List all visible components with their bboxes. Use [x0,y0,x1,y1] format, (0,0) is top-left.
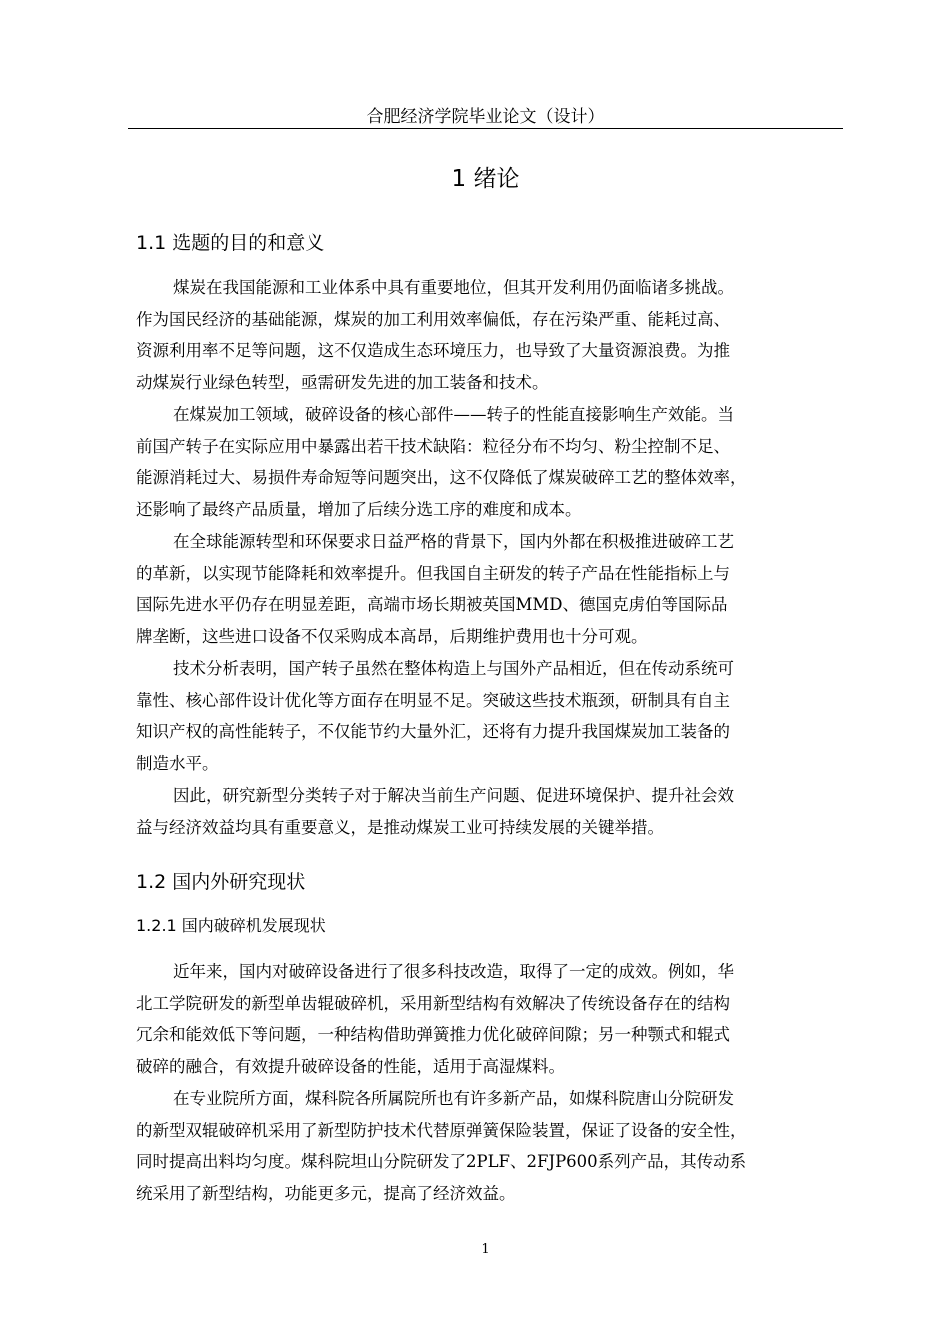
paragraph [136,272,836,399]
text-line: 北工学院研发的新型单齿辊破碎机，采用新型结构有效解决了传统设备存在的结构 [136,993,730,1013]
paragraph [136,653,836,780]
text-line: 作为国民经济的基础能源，煤炭的加工利用效率偏低，存在污染严重、能耗过高、 [136,309,730,329]
text-line: 统采用了新型结构，功能更多元，提高了经济效益。 [136,1184,516,1204]
page-number: 1 [481,1242,490,1257]
text-line: 因此，研究新型分类转子对于解决当前生产问题、促进环境保护、提升社会效 [173,786,734,805]
text-line: 冗余和能效低下等问题，一种结构借助弹簧推力优化破碎间隙；另一种颚式和辊式 [136,1025,730,1045]
running-header: 合肥经济学院毕业论文（设计） [366,107,605,127]
text-line: 动煤炭行业绿色转型，亟需研发先进的加工装备和技术。 [136,373,549,393]
paragraph [136,1083,836,1210]
subsection-heading-1-2-1: 1.2.1 国内破碎机发展现状 [136,916,326,935]
text-line: 资源利用率不足等问题，这不仅造成生态环境压力，也导致了大量资源浪费。为推 [136,341,730,361]
text-line: 益与经济效益均具有重要意义，是推动煤炭工业可持续发展的关键举措。 [136,817,664,837]
text-line: 的新型双辊破碎机采用了新型防护技术代替原弹簧保险装置，保证了设备的安全性， [136,1120,747,1140]
text-line: 技术分析表明，国产转子虽然在整体构造上与国外产品相近，但在传动系统可 [173,659,734,678]
paragraph [136,526,836,653]
section-heading-1-1: 1.1 选题的目的和意义 [136,232,325,254]
text-line: 在全球能源转型和环保要求日益严格的背景下，国内外都在积极推进破碎工艺 [173,532,734,551]
text-line: 牌垄断，这些进口设备不仅采购成本高昂，后期维护费用也十分可观。 [136,627,648,647]
chapter-title: 1 绪论 [451,166,520,192]
text-line: 靠性、核心部件设计优化等方面存在明显不足。突破这些技术瓶颈，研制具有自主 [136,690,730,710]
text-line: 国际先进水平仍存在明显差距，高端市场长期被英国MMD、德国克虏伯等国际品 [136,595,728,615]
text-line: 破碎的融合，有效提升破碎设备的性能，适用于高湿煤料。 [136,1057,565,1077]
text-line: 在煤炭加工领域，破碎设备的核心部件——转子的性能直接影响生产效能。当 [173,405,734,424]
text-line: 煤炭在我国能源和工业体系中具有重要地位，但其开发利用仍面临诸多挑战。 [173,278,734,297]
text-line: 还影响了最终产品质量，增加了后续分选工序的难度和成本。 [136,500,582,520]
text-line: 的革新，以实现节能降耗和效率提升。但我国自主研发的转子产品在性能指标上与 [136,563,730,583]
text-line: 近年来，国内对破碎设备进行了很多科技改造，取得了一定的成效。例如，华 [173,962,734,981]
paragraph [136,780,836,843]
paragraph [136,956,836,1083]
header-rule [128,128,843,129]
paragraph [136,399,836,526]
text-line: 同时提高出料均匀度。煤科院坦山分院研发了2PLF、2FJP600系列产品，其传动系 [136,1152,747,1172]
section-heading-1-2: 1.2 国内外研究现状 [136,871,306,893]
text-line: 在专业院所方面，煤科院各所属院所也有许多新产品，如煤科院唐山分院研发 [173,1089,734,1108]
text-line: 知识产权的高性能转子，不仅能节约大量外汇，还将有力提升我国煤炭加工装备的 [136,722,730,742]
text-line: 能源消耗过大、易损件寿命短等问题突出，这不仅降低了煤炭破碎工艺的整体效率， [136,468,747,488]
text-line: 制造水平。 [136,754,219,774]
text-line: 前国产转子在实际应用中暴露出若干技术缺陷：粒径分布不均匀、粉尘控制不足、 [136,436,730,456]
